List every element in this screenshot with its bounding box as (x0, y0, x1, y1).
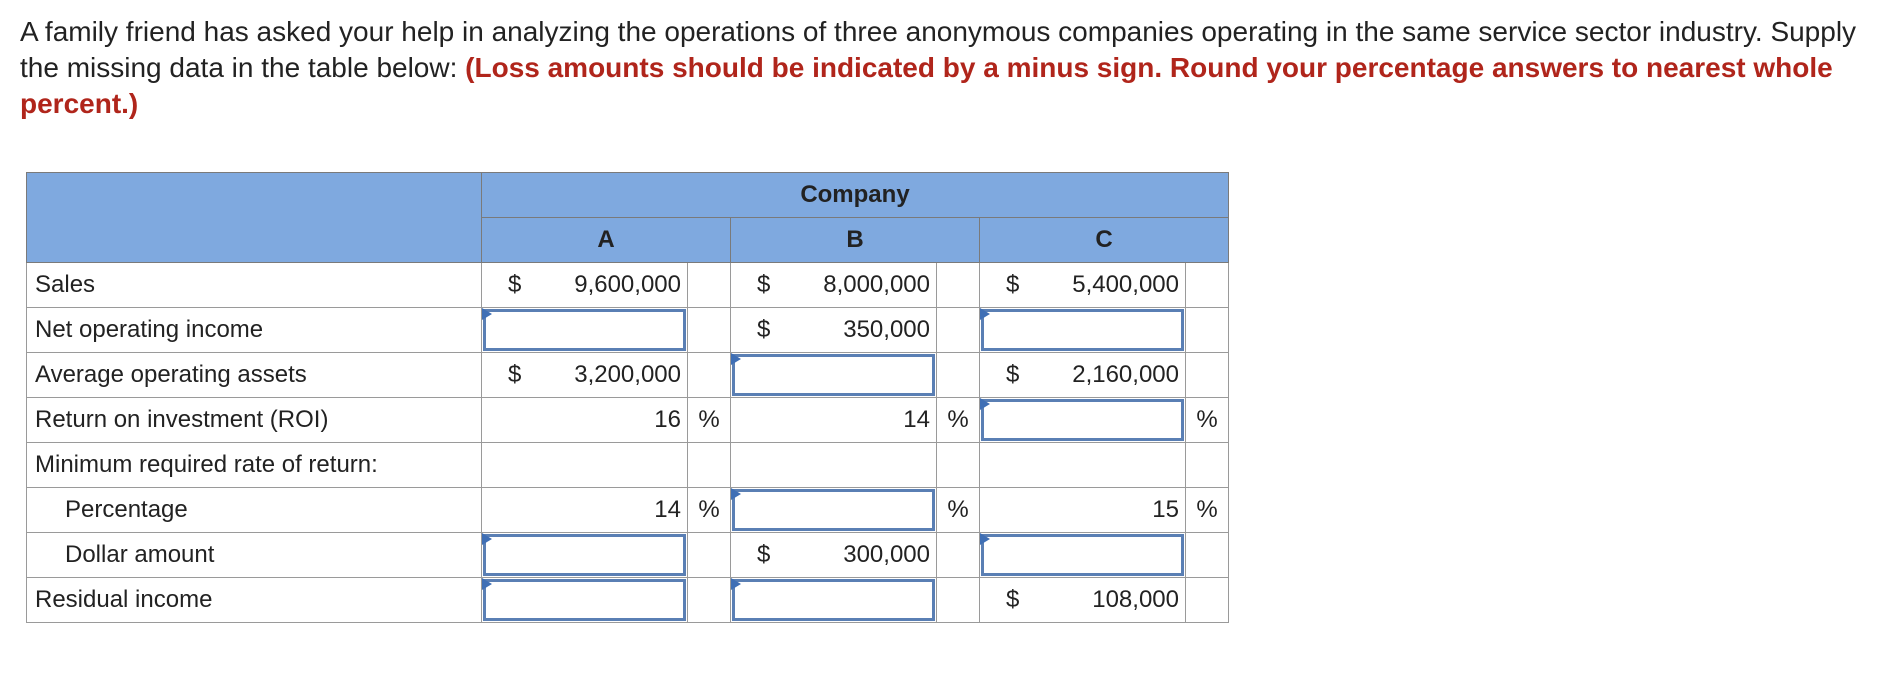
b-avg-assets-input[interactable] (732, 354, 935, 396)
c-pct-value: 15 (1152, 496, 1179, 523)
row-dollar-amount (27, 533, 1229, 578)
input-flag-icon (482, 578, 492, 590)
c-roi-cell (980, 398, 1186, 443)
c-dollar-cell (980, 533, 1186, 578)
b-ri-input[interactable] (732, 579, 935, 621)
input-flag-icon (980, 308, 990, 320)
input-flag-icon (731, 578, 741, 590)
dollar-sign: $ (757, 271, 771, 298)
a-avg-assets-value: 3,200,000 (574, 361, 681, 388)
label-residual-income: Residual income (27, 578, 482, 623)
c-dollar-input[interactable] (981, 534, 1184, 576)
company-a-header: A (482, 218, 731, 263)
b-roi-value: 14 (903, 406, 930, 433)
b-sales (731, 263, 937, 308)
b-noi (731, 308, 937, 353)
c-pct (980, 488, 1186, 533)
b-dollar (731, 533, 937, 578)
dollar-sign: $ (757, 541, 771, 568)
question-text (20, 14, 1880, 122)
percent-sign: % (1186, 488, 1229, 533)
percent-sign: % (688, 398, 731, 443)
label-percentage: Percentage (27, 488, 482, 533)
a-pct-value: 14 (654, 496, 681, 523)
dollar-sign: $ (1006, 361, 1020, 388)
c-ri-value: 108,000 (1092, 586, 1179, 613)
percent-sign: % (937, 398, 980, 443)
label-avg-assets: Average operating assets (27, 353, 482, 398)
input-flag-icon (980, 398, 990, 410)
c-noi-input[interactable] (981, 309, 1184, 351)
row-percentage (27, 488, 1229, 533)
dollar-sign: $ (508, 271, 522, 298)
label-sales: Sales (27, 263, 482, 308)
b-avg-assets-cell (731, 353, 937, 398)
a-avg-assets (482, 353, 688, 398)
c-roi-input[interactable] (981, 399, 1184, 441)
b-pct-input[interactable] (732, 489, 935, 531)
label-dollar-amount: Dollar amount (27, 533, 482, 578)
row-min-required (27, 443, 1229, 488)
c-ri (980, 578, 1186, 623)
header-row-company (27, 173, 1229, 218)
percent-sign: % (688, 488, 731, 533)
c-noi-cell (980, 308, 1186, 353)
dollar-sign: $ (1006, 586, 1020, 613)
percent-sign: % (937, 488, 980, 533)
dollar-sign: $ (757, 316, 771, 343)
input-flag-icon (482, 308, 492, 320)
b-noi-value: 350,000 (843, 316, 930, 343)
row-net-operating-income (27, 308, 1229, 353)
b-sales-value: 8,000,000 (823, 271, 930, 298)
input-flag-icon (482, 533, 492, 545)
percent-sign: % (1186, 398, 1229, 443)
a-dollar-input[interactable] (483, 534, 686, 576)
row-roi (27, 398, 1229, 443)
company-c-header: C (980, 218, 1229, 263)
a-noi-input[interactable] (483, 309, 686, 351)
a-sales-value: 9,600,000 (574, 271, 681, 298)
input-flag-icon (980, 533, 990, 545)
b-roi (731, 398, 937, 443)
a-pct (482, 488, 688, 533)
label-roi: Return on investment (ROI) (27, 398, 482, 443)
header-blank (27, 173, 482, 263)
c-sales-value: 5,400,000 (1072, 271, 1179, 298)
b-ri-cell (731, 578, 937, 623)
a-ri-input[interactable] (483, 579, 686, 621)
c-avg-assets (980, 353, 1186, 398)
a-noi-cell (482, 308, 688, 353)
a-sales (482, 263, 688, 308)
dollar-sign: $ (508, 361, 522, 388)
input-flag-icon (731, 353, 741, 365)
label-min-required: Minimum required rate of return: (27, 443, 482, 488)
c-avg-assets-value: 2,160,000 (1072, 361, 1179, 388)
a-ri-cell (482, 578, 688, 623)
row-average-operating-assets (27, 353, 1229, 398)
b-pct-cell (731, 488, 937, 533)
a-roi-value: 16 (654, 406, 681, 433)
row-sales (27, 263, 1229, 308)
company-b-header: B (731, 218, 980, 263)
b-dollar-value: 300,000 (843, 541, 930, 568)
company-header: Company (482, 173, 1229, 218)
a-dollar-cell (482, 533, 688, 578)
question-body: A family friend has asked your help in analyzing the operations of three anonymous companies operating in the same service sector industry. Supply the missing data in the table below: (20, 16, 1857, 83)
c-sales (980, 263, 1186, 308)
dollar-sign: $ (1006, 271, 1020, 298)
question-instructions: (Loss amounts should be indicated by a minus sign. Round your percentage answers to nearest whole percent.) (20, 52, 1833, 119)
a-roi (482, 398, 688, 443)
row-residual-income (27, 578, 1229, 623)
label-noi: Net operating income (27, 308, 482, 353)
company-data-table (26, 172, 1229, 623)
input-flag-icon (731, 488, 741, 500)
